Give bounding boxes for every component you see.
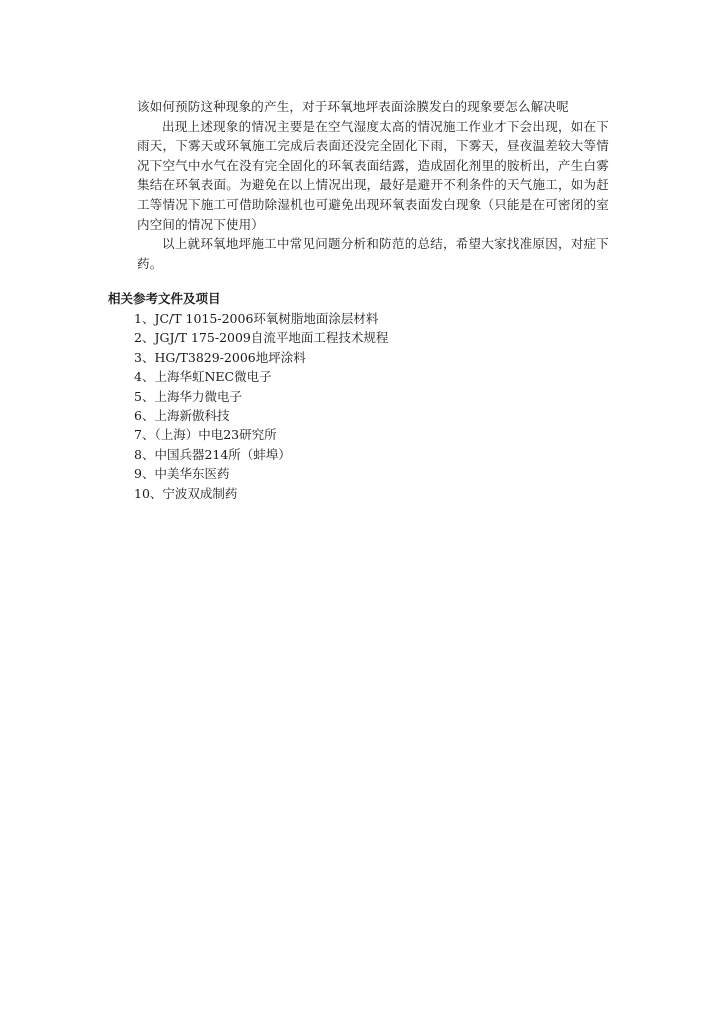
reference-item: 4、上海华虹NEC微电子: [134, 369, 272, 385]
reference-item: 7、（上海）中电23研究所: [134, 427, 277, 443]
reference-item: 6、上海新傲科技: [134, 408, 230, 424]
reference-item: 9、中美华东医药: [134, 466, 230, 482]
reference-item: 5、上海华力微电子: [134, 388, 242, 404]
question-paragraph: 该如何预防这种现象的产生，对于环氧地坪表面涂膜发白的现象要怎么解决呢: [137, 99, 569, 114]
summary-paragraph: 以上就环氧地坪施工中常见问题分析和防范的总结，希望大家找准原因，对症下药。: [137, 236, 609, 271]
reference-item: 8、中国兵器214所（蚌埠）: [134, 446, 291, 462]
reference-item: 2、JGJ/T 175-2009自流平地面工程技术规程: [134, 330, 389, 346]
reference-item: 3、HG/T3829-2006地坪涂料: [134, 349, 306, 365]
explanation-paragraph: 出现上述现象的情况主要是在空气湿度太高的情况施工作业才下会出现，如在下雨天，下雾天或环氧施工完成后表面还没完全固化下雨，下雾天，昼夜温差较大等情况下空气中水气在没有完全固化的环氧表面结露，造成固化剂里的胺析出，产生白雾集结在环氧表面。为避免在以上情况出现，最好是避开不利条件的天气施工，如为赶工等情况下施工可借助除湿机也可避免出现环氧表面发白现象（只能是在可密闭的室内空间的情况下使用）: [137, 118, 609, 232]
reference-item: 1、JC/T 1015-2006环氧树脂地面涂层材料: [134, 311, 379, 326]
references-section: [108, 290, 588, 503]
references-title: 相关参考文件及项目: [108, 291, 221, 306]
body-text: [137, 97, 609, 273]
references-list: [108, 309, 588, 503]
reference-item: 10、宁波双成制药: [134, 485, 238, 501]
